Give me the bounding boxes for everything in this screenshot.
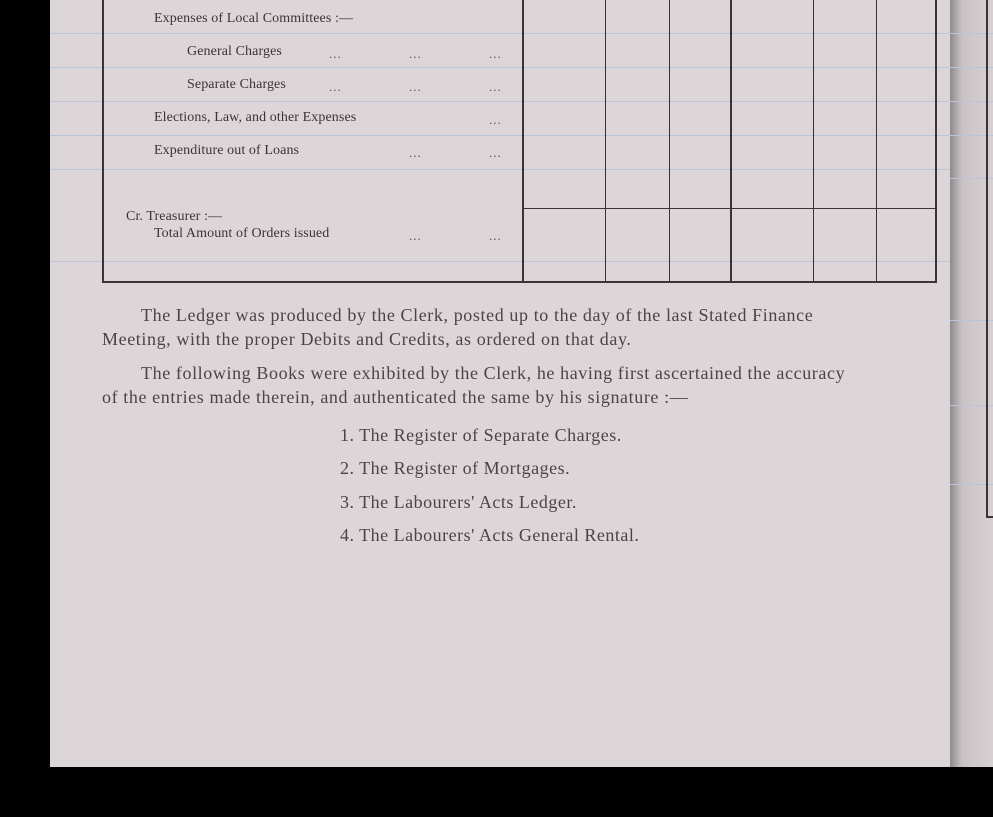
column-divider (876, 0, 877, 281)
leader-dots: ... (489, 112, 502, 127)
ledger-table (102, 0, 937, 283)
book-list-item: 1. The Register of Separate Charges. (340, 425, 622, 445)
paragraph-books-line-1: The following Books were exhibited by the Clerk, he having first ascertained the accuracy (141, 363, 846, 383)
column-divider (813, 0, 814, 281)
paragraph-ledger-line-2: Meeting, with the proper Debits and Credits, as ordered on that day. (102, 329, 632, 349)
ledger-page (50, 0, 950, 767)
column-divider (522, 0, 524, 281)
total-rule (524, 208, 937, 209)
leader-dots: ... (329, 79, 342, 94)
book-list-item: 3. The Labourers' Acts Ledger. (340, 492, 577, 512)
paragraph-books-line-2: of the entries made therein, and authenticated the same by his signature :— (102, 387, 689, 407)
book-list-item: 2. The Register of Mortgages. (340, 458, 571, 478)
ledger-row-loans: Expenditure out of Loans (154, 143, 300, 158)
leader-dots: ... (489, 145, 502, 160)
leader-dots: ... (329, 46, 342, 61)
ledger-heading-cr-treasurer: Cr. Treasurer :— (126, 209, 223, 224)
book-list-item: 4. The Labourers' Acts General Rental. (340, 525, 640, 545)
leader-dots: ... (409, 145, 422, 160)
ledger-row-separate-charges: Separate Charges (187, 77, 286, 92)
column-divider (669, 0, 670, 281)
ledger-heading-local-committees: Expenses of Local Committees :— (154, 11, 354, 26)
leader-dots: ... (409, 228, 422, 243)
facing-page-rule (986, 0, 988, 518)
column-divider (730, 0, 732, 281)
leader-dots: ... (489, 46, 502, 61)
leader-dots: ... (409, 46, 422, 61)
facing-page-edge (950, 0, 993, 767)
ledger-row-total-orders: Total Amount of Orders issued (154, 226, 330, 241)
paragraph-ledger-line-1: The Ledger was produced by the Clerk, posted up to the day of the last Stated Finance (141, 305, 814, 325)
leader-dots: ... (409, 79, 422, 94)
ledger-row-general-charges: General Charges (187, 44, 282, 59)
column-divider (605, 0, 606, 281)
ledger-row-elections: Elections, Law, and other Expenses (154, 110, 357, 125)
leader-dots: ... (489, 79, 502, 94)
facing-page-rule (986, 516, 993, 518)
leader-dots: ... (489, 228, 502, 243)
